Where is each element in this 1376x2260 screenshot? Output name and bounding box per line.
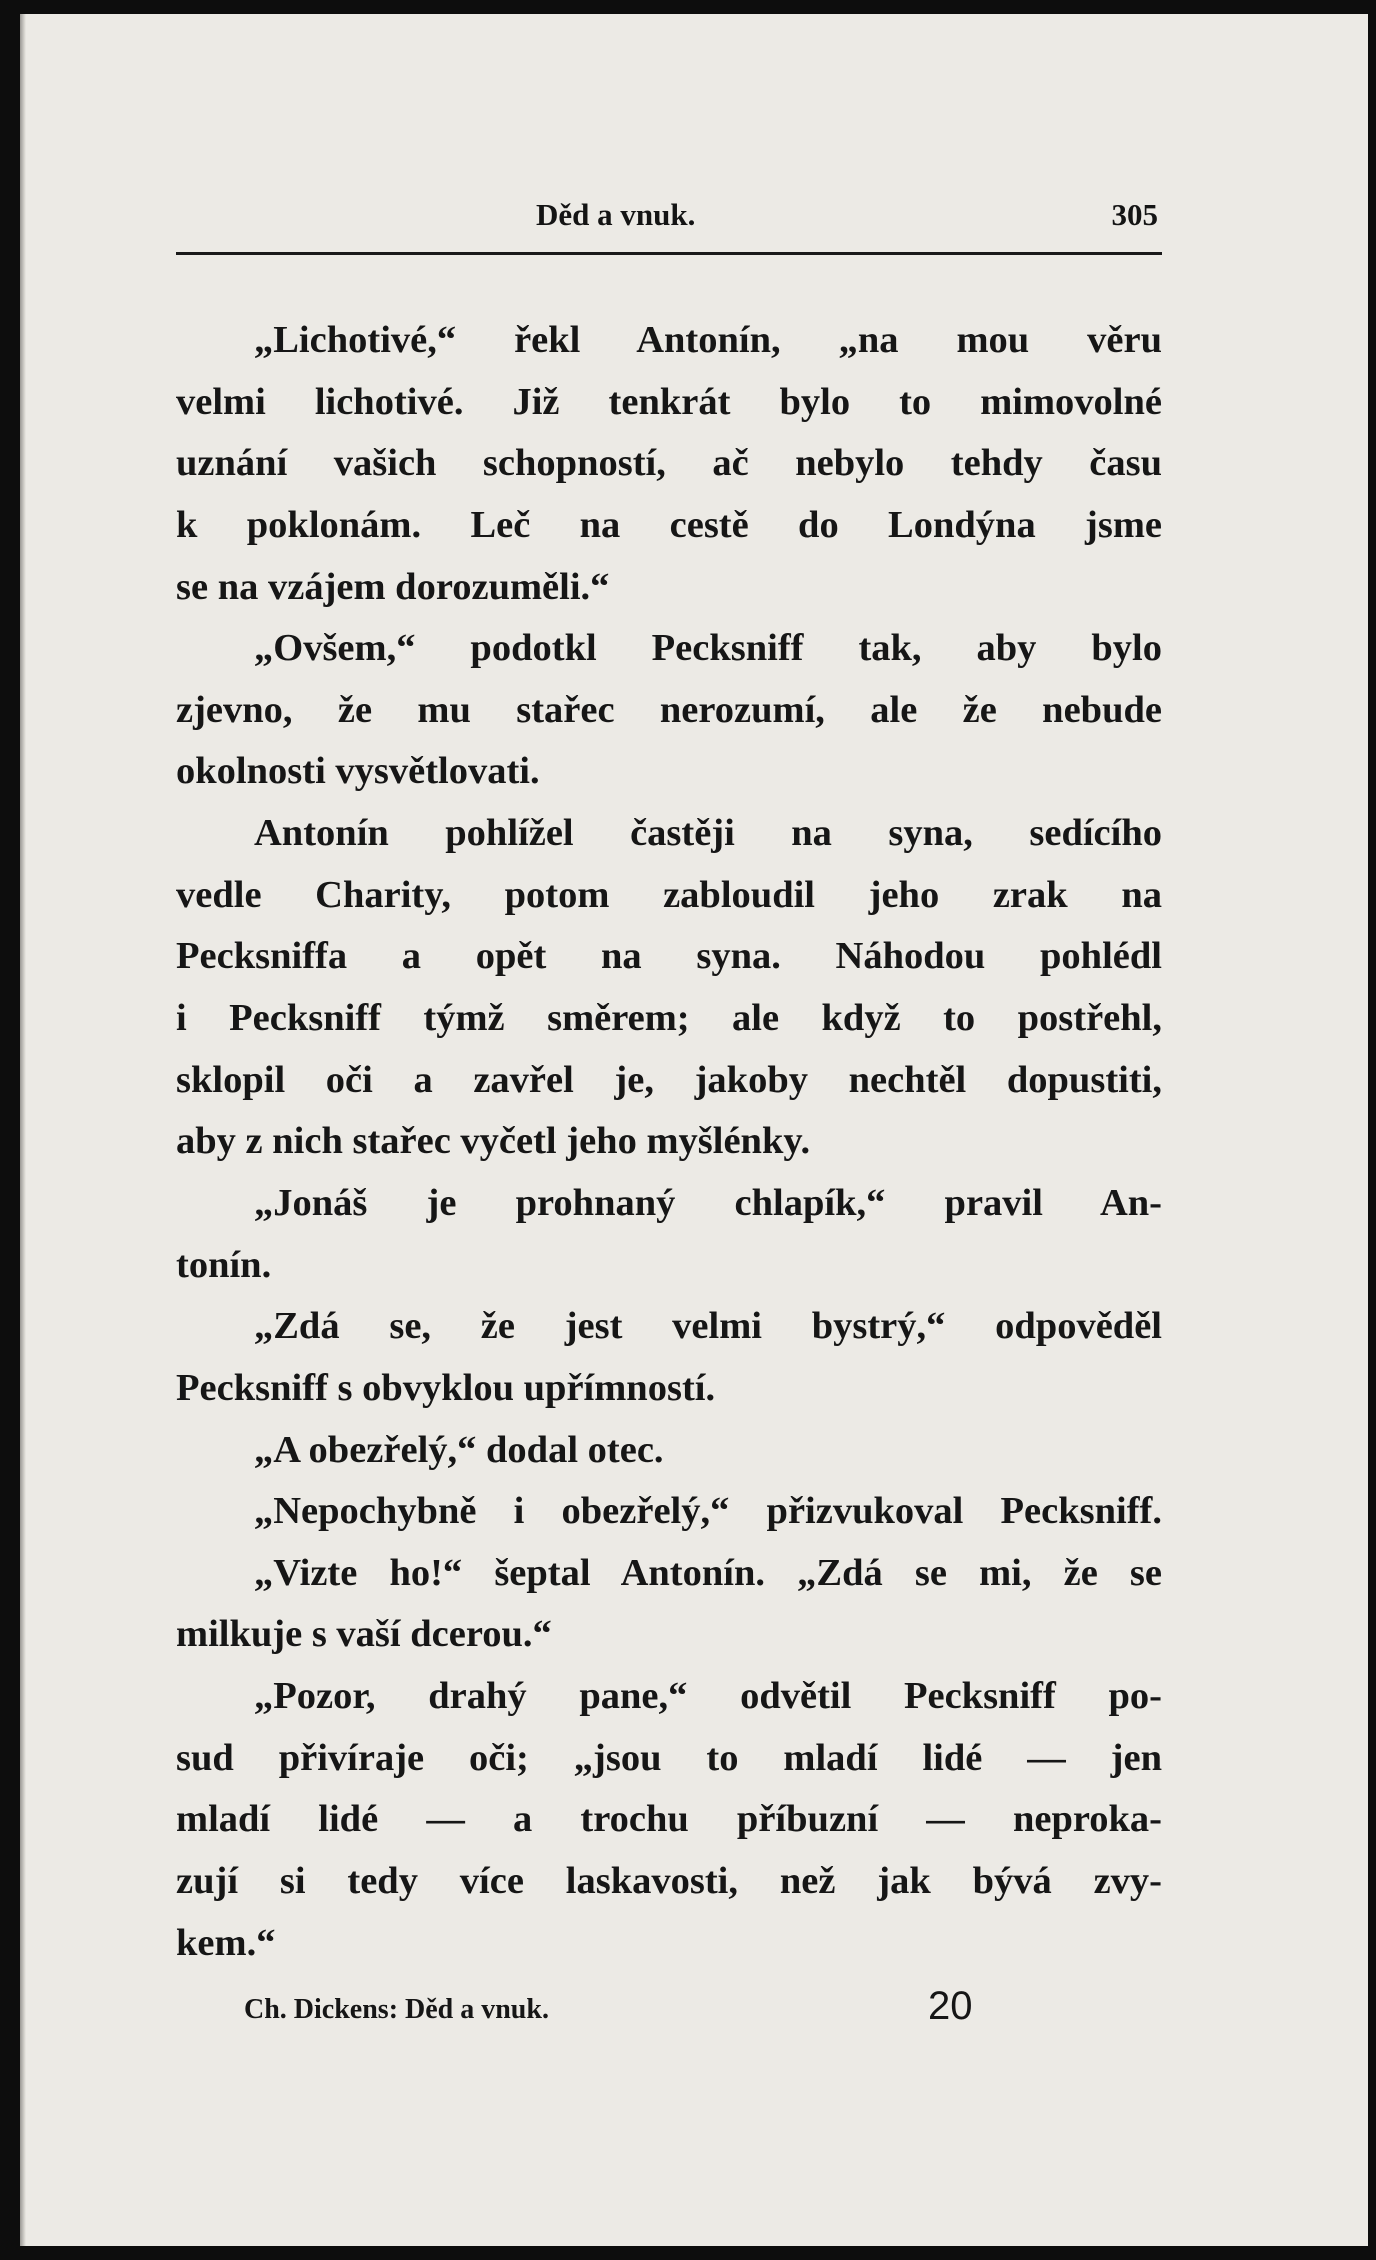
text-line: velmi lichotivé. Již tenkrát bylo to mimovolné	[176, 380, 1162, 423]
page-footer	[244, 1984, 1144, 2034]
text-line: milkuje s vaší dcerou.“	[176, 1613, 552, 1656]
text-line: „Jonáš je prohnaný chlapík,“ pravil An-	[254, 1181, 1162, 1224]
running-title: Děd a vnuk.	[536, 197, 696, 232]
text-line: aby z nich stařec vyčetl jeho myšlénky.	[176, 1120, 811, 1163]
footer-note: Ch. Dickens: Děd a vnuk.	[244, 1994, 549, 2025]
text-line: „Vizte ho!“ šeptal Antonín. „Zdá se mi, že se	[254, 1551, 1162, 1594]
page-edge-shadow	[20, 14, 26, 2246]
text-line: „Zdá se, že jest velmi bystrý,“ odpověděl	[254, 1305, 1162, 1348]
text-line: Pecksniffa a opět na syna. Náhodou pohlédl	[176, 935, 1162, 978]
body-text	[176, 310, 1162, 1974]
text-line: sklopil oči a zavřel je, jakoby nechtěl dopustiti,	[176, 1058, 1162, 1101]
text-line: i Pecksniff týmž směrem; ale když to postřehl,	[176, 997, 1162, 1040]
text-line: „Pozor, drahý pane,“ odvětil Pecksniff po-	[254, 1675, 1162, 1718]
signature-mark: 20	[928, 1984, 973, 2028]
text-line: vedle Charity, potom zabloudil jeho zrak na	[176, 873, 1162, 916]
text-line: uznání vašich schopností, ač nebylo tehdy času	[176, 442, 1162, 485]
text-line: „Lichotivé,“ řekl Antonín, „na mou věru	[254, 319, 1162, 361]
page-number: 305	[1111, 197, 1158, 232]
text-line: mladí lidé — a trochu příbuzní — neproka-	[176, 1798, 1162, 1841]
text-line: tonín.	[176, 1243, 272, 1286]
text-line: „Nepochybně i obezřelý,“ přizvukoval Pecksniff.	[254, 1490, 1162, 1533]
text-line: „A obezřelý,“ dodal otec.	[254, 1428, 664, 1471]
text-line: Antonín pohlížel častěji na syna, sedícího	[254, 812, 1162, 855]
text-line: se na vzájem dorozuměli.“	[176, 565, 610, 608]
text-line: okolnosti vysvětlovati.	[176, 750, 540, 793]
text-line: Pecksniff s obvyklou upřímností.	[176, 1366, 716, 1409]
book-page	[20, 14, 1368, 2246]
text-line: „Ovšem,“ podotkl Pecksniff tak, aby bylo	[254, 627, 1162, 670]
header-rule	[176, 252, 1162, 255]
text-line: k poklonám. Leč na cestě do Londýna jsme	[176, 503, 1162, 546]
text-line: sud přivíraje oči; „jsou to mladí lidé — jen	[176, 1736, 1162, 1779]
running-header	[176, 182, 1162, 242]
text-line: zjevno, že mu stařec nerozumí, ale že nebude	[176, 688, 1162, 731]
text-line: kem.“	[176, 1921, 276, 1964]
text-line: zují si tedy více laskavosti, než jak bývá zvy-	[176, 1860, 1162, 1903]
